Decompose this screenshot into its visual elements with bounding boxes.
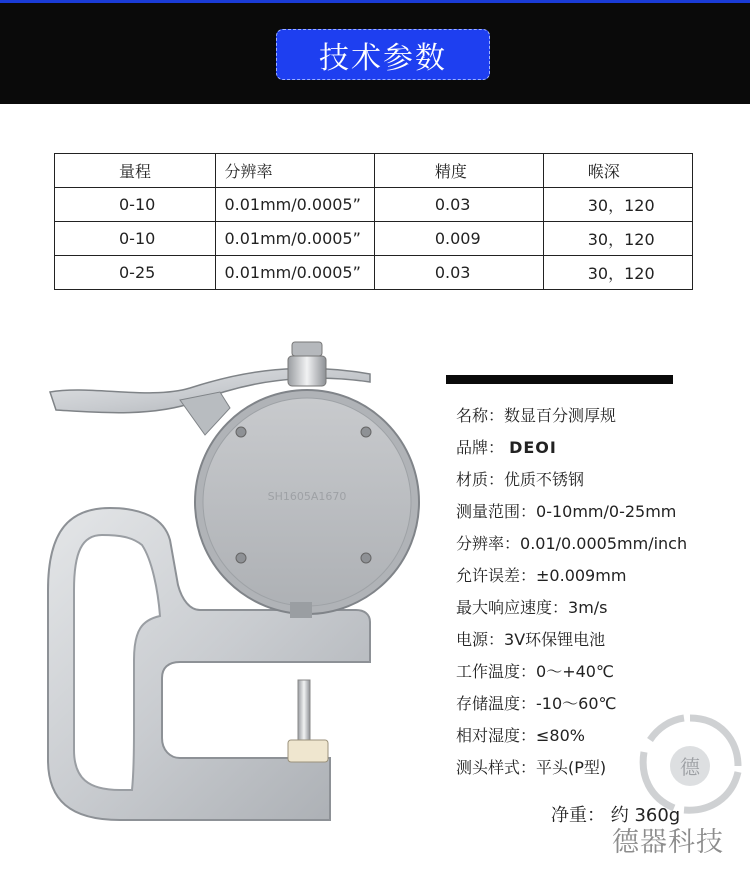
cell-resolution: 0.01mm/0.0005” bbox=[216, 256, 374, 290]
spec-value: 优质不锈钢 bbox=[504, 470, 585, 489]
crown-knob bbox=[292, 342, 322, 356]
cell-accuracy: 0.03 bbox=[374, 188, 543, 222]
table-row bbox=[55, 256, 693, 290]
spec-item bbox=[456, 464, 687, 496]
cell-resolution: 0.01mm/0.0005” bbox=[216, 188, 374, 222]
spec-label: 工作温度： bbox=[456, 662, 537, 681]
spec-table bbox=[54, 153, 693, 290]
spec-value: 0～+40℃ bbox=[536, 662, 614, 681]
banner-accent-line bbox=[0, 0, 750, 3]
spec-label: 允许误差： bbox=[456, 566, 537, 585]
dial-serial: SH1605A1670 bbox=[267, 490, 347, 503]
spec-value: 3V环保锂电池 bbox=[504, 630, 606, 649]
cell-throat-depth: 30，120 bbox=[543, 188, 692, 222]
svg-text:德: 德 bbox=[680, 755, 700, 779]
spec-value: 0-10mm/0-25mm bbox=[536, 502, 677, 521]
spec-label: 材质： bbox=[456, 470, 505, 489]
spec-value: DEOI bbox=[509, 438, 557, 457]
spec-label: 测量范围： bbox=[456, 502, 537, 521]
cell-range: 0-10 bbox=[55, 222, 216, 256]
header-resolution: 分辨率 bbox=[216, 154, 374, 188]
spec-item bbox=[456, 656, 687, 688]
header-throat-depth: 喉深 bbox=[543, 154, 692, 188]
net-weight: 净重： 约 360g bbox=[551, 805, 681, 826]
spec-item bbox=[456, 624, 687, 656]
cell-range: 0-25 bbox=[55, 256, 216, 290]
spec-label: 最大响应速度： bbox=[456, 598, 569, 617]
screw-icon bbox=[361, 427, 371, 437]
spindle bbox=[298, 680, 310, 742]
spec-label: 存储温度： bbox=[456, 694, 537, 713]
spec-value: 数显百分测厚规 bbox=[504, 406, 617, 425]
spec-list-rule bbox=[446, 375, 673, 384]
screw-icon bbox=[236, 553, 246, 563]
watermark-text: 德器科技 bbox=[612, 827, 724, 858]
spec-label: 品牌： bbox=[456, 438, 510, 457]
table-header-row bbox=[55, 154, 693, 188]
anvil-tip bbox=[288, 740, 328, 762]
section-title: 技术参数 bbox=[276, 29, 490, 80]
spec-value: 平头(P型) bbox=[536, 758, 607, 777]
cell-throat-depth: 30，120 bbox=[543, 256, 692, 290]
spec-label: 名称： bbox=[456, 406, 505, 425]
spec-value: ±0.009mm bbox=[536, 566, 627, 585]
cell-resolution: 0.01mm/0.0005” bbox=[216, 222, 374, 256]
spec-label: 测头样式： bbox=[456, 758, 537, 777]
screw-icon bbox=[236, 427, 246, 437]
spec-item bbox=[456, 528, 687, 560]
header-accuracy: 精度 bbox=[374, 154, 543, 188]
table-row bbox=[55, 188, 693, 222]
spec-item bbox=[456, 432, 687, 464]
spec-value: -10～60℃ bbox=[536, 694, 617, 713]
spec-label: 电源： bbox=[456, 630, 505, 649]
screw-icon bbox=[361, 553, 371, 563]
cell-accuracy: 0.03 bbox=[374, 256, 543, 290]
dial-neck bbox=[290, 602, 312, 618]
spec-value: 0.01/0.0005mm/inch bbox=[520, 534, 688, 553]
header-banner bbox=[0, 0, 750, 104]
table-row bbox=[55, 222, 693, 256]
spec-label: 分辨率： bbox=[456, 534, 521, 553]
spec-value: ≤80% bbox=[536, 726, 585, 745]
cell-range: 0-10 bbox=[55, 188, 216, 222]
cell-accuracy: 0.009 bbox=[374, 222, 543, 256]
cell-throat-depth: 30，120 bbox=[543, 222, 692, 256]
stem bbox=[288, 356, 326, 386]
spec-item bbox=[456, 592, 687, 624]
header-range: 量程 bbox=[55, 154, 216, 188]
spec-label: 相对湿度： bbox=[456, 726, 537, 745]
thickness-gauge-image bbox=[30, 330, 430, 850]
spec-value: 3m/s bbox=[568, 598, 608, 617]
spec-item bbox=[456, 560, 687, 592]
spec-item bbox=[456, 400, 687, 432]
spec-item bbox=[456, 496, 687, 528]
